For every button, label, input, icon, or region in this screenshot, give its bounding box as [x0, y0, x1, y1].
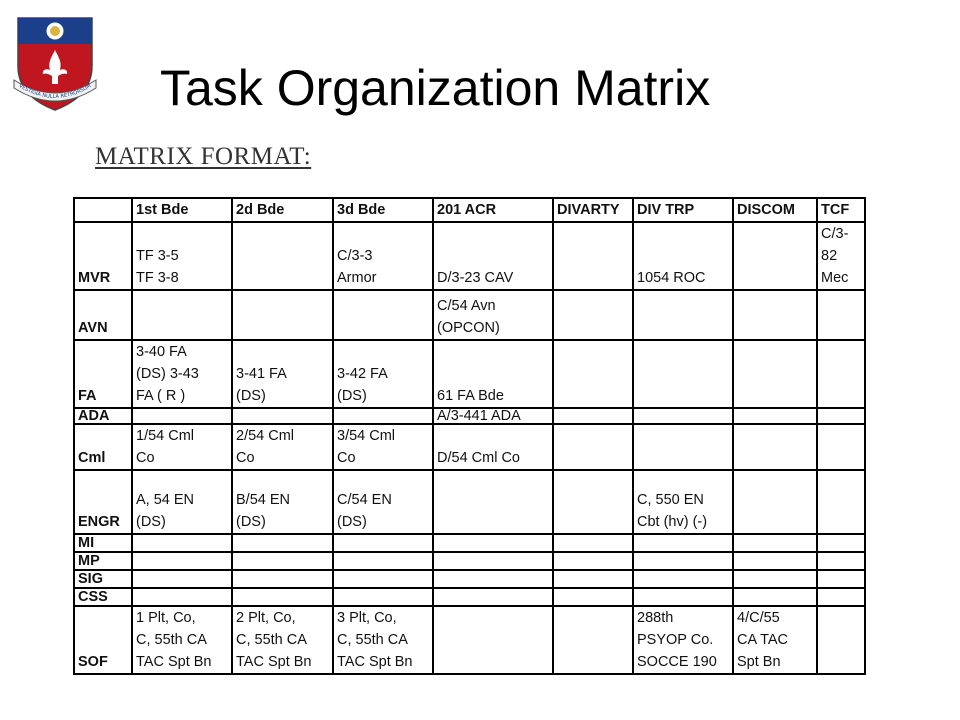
row-label: ENGR	[74, 470, 132, 534]
table-cell	[817, 570, 865, 588]
header-201-acr: 201 ACR	[433, 198, 553, 222]
table-cell	[733, 552, 817, 570]
crest-motto: VESTIGIA NULLA RETRORSUM	[17, 83, 93, 101]
header-corner	[74, 198, 132, 222]
table-row	[74, 552, 865, 570]
table-cell: 1 Plt, Co, C, 55th CA TAC Spt Bn	[132, 606, 232, 674]
row-label: AVN	[74, 290, 132, 340]
table-cell	[433, 552, 553, 570]
table-cell	[132, 570, 232, 588]
row-label: MVR	[74, 222, 132, 290]
table-cell	[817, 290, 865, 340]
table-cell	[733, 570, 817, 588]
table-cell	[817, 552, 865, 570]
table-cell	[333, 534, 433, 552]
unit-crest-logo	[12, 14, 98, 114]
table-cell	[433, 588, 553, 606]
table-cell	[553, 222, 633, 290]
table-cell	[132, 290, 232, 340]
table-cell	[733, 290, 817, 340]
table-cell	[633, 408, 733, 424]
table-cell	[633, 570, 733, 588]
row-label: SIG	[74, 570, 132, 588]
table-cell	[132, 534, 232, 552]
table-row	[74, 606, 865, 674]
table-cell	[553, 470, 633, 534]
table-cell: 1054 ROC	[633, 222, 733, 290]
table-cell: B/54 EN (DS)	[232, 470, 333, 534]
table-cell: 3-41 FA (DS)	[232, 340, 333, 408]
table-cell: 3 Plt, Co, C, 55th CA TAC Spt Bn	[333, 606, 433, 674]
table-cell	[733, 470, 817, 534]
table-row	[74, 290, 865, 340]
table-row	[74, 470, 865, 534]
table-cell	[733, 340, 817, 408]
table-cell	[333, 408, 433, 424]
header-row	[74, 198, 865, 222]
table-cell	[817, 606, 865, 674]
table-cell	[633, 290, 733, 340]
table-cell	[633, 534, 733, 552]
header-div-trp: DIV TRP	[633, 198, 733, 222]
table-cell	[733, 424, 817, 470]
slide-title: Task Organization Matrix	[160, 60, 711, 116]
table-cell	[817, 470, 865, 534]
table-cell	[333, 588, 433, 606]
table-row	[74, 588, 865, 606]
table-cell	[232, 534, 333, 552]
table-cell: 3-40 FA (DS) 3-43 FA ( R )	[132, 340, 232, 408]
table-cell	[132, 588, 232, 606]
table-cell: C/3-3 Armor	[333, 222, 433, 290]
table-cell: 3-42 FA (DS)	[333, 340, 433, 408]
table-cell: 3/54 Cml Co	[333, 424, 433, 470]
table-cell: TF 3-5 TF 3-8	[132, 222, 232, 290]
table-cell	[232, 408, 333, 424]
table-cell	[553, 340, 633, 408]
table-cell: A, 54 EN (DS)	[132, 470, 232, 534]
header-tcf: TCF	[817, 198, 865, 222]
table-row	[74, 408, 865, 424]
table-cell	[733, 222, 817, 290]
table-cell	[553, 290, 633, 340]
table-cell	[333, 570, 433, 588]
table-cell: 61 FA Bde	[433, 340, 553, 408]
header-3d-bde: 3d Bde	[333, 198, 433, 222]
header-divarty: DIVARTY	[553, 198, 633, 222]
row-label: SOF	[74, 606, 132, 674]
table-cell: C, 550 EN Cbt (hv) (-)	[633, 470, 733, 534]
row-label: MP	[74, 552, 132, 570]
table-cell	[633, 424, 733, 470]
table-cell	[232, 290, 333, 340]
table-cell: 2/54 Cml Co	[232, 424, 333, 470]
table-cell	[553, 424, 633, 470]
table-cell	[553, 534, 633, 552]
table-cell	[817, 588, 865, 606]
table-cell	[633, 588, 733, 606]
table-cell	[817, 340, 865, 408]
row-label: ADA	[74, 408, 132, 424]
table-cell: 4/C/55 CA TAC Spt Bn	[733, 606, 817, 674]
table-cell	[232, 552, 333, 570]
table-cell	[553, 588, 633, 606]
table-cell	[132, 552, 232, 570]
table-cell	[433, 470, 553, 534]
section-heading: MATRIX FORMAT:	[95, 143, 312, 170]
table-cell	[553, 552, 633, 570]
row-label: Cml	[74, 424, 132, 470]
table-cell	[132, 408, 232, 424]
table-cell	[633, 552, 733, 570]
table-cell	[553, 570, 633, 588]
table-cell	[433, 606, 553, 674]
table-cell: C/3- 82 Mec	[817, 222, 865, 290]
table-cell	[817, 534, 865, 552]
table-cell	[553, 408, 633, 424]
table-cell	[433, 570, 553, 588]
table-row	[74, 340, 865, 408]
table-cell	[733, 408, 817, 424]
table-row	[74, 424, 865, 470]
table-cell: C/54 Avn (OPCON)	[433, 290, 553, 340]
table-cell: D/3-23 CAV	[433, 222, 553, 290]
table-cell	[232, 222, 333, 290]
task-organization-matrix	[73, 197, 866, 675]
table-cell	[333, 552, 433, 570]
table-cell: 1/54 Cml Co	[132, 424, 232, 470]
table-cell: 288th PSYOP Co. SOCCE 190	[633, 606, 733, 674]
table-cell	[733, 534, 817, 552]
row-label: CSS	[74, 588, 132, 606]
table-row	[74, 534, 865, 552]
table-cell	[733, 588, 817, 606]
table-cell	[633, 340, 733, 408]
table-cell: A/3-441 ADA	[433, 408, 553, 424]
table-cell	[817, 424, 865, 470]
table-row	[74, 570, 865, 588]
table-cell	[553, 606, 633, 674]
row-label: MI	[74, 534, 132, 552]
table-cell	[232, 588, 333, 606]
table-cell: 2 Plt, Co, C, 55th CA TAC Spt Bn	[232, 606, 333, 674]
header-2d-bde: 2d Bde	[232, 198, 333, 222]
table-cell: C/54 EN (DS)	[333, 470, 433, 534]
header-discom: DISCOM	[733, 198, 817, 222]
table-cell	[433, 534, 553, 552]
table-cell	[232, 570, 333, 588]
table-cell: D/54 Cml Co	[433, 424, 553, 470]
table-row	[74, 222, 865, 290]
table-cell	[333, 290, 433, 340]
header-1st-bde: 1st Bde	[132, 198, 232, 222]
row-label: FA	[74, 340, 132, 408]
table-cell	[817, 408, 865, 424]
